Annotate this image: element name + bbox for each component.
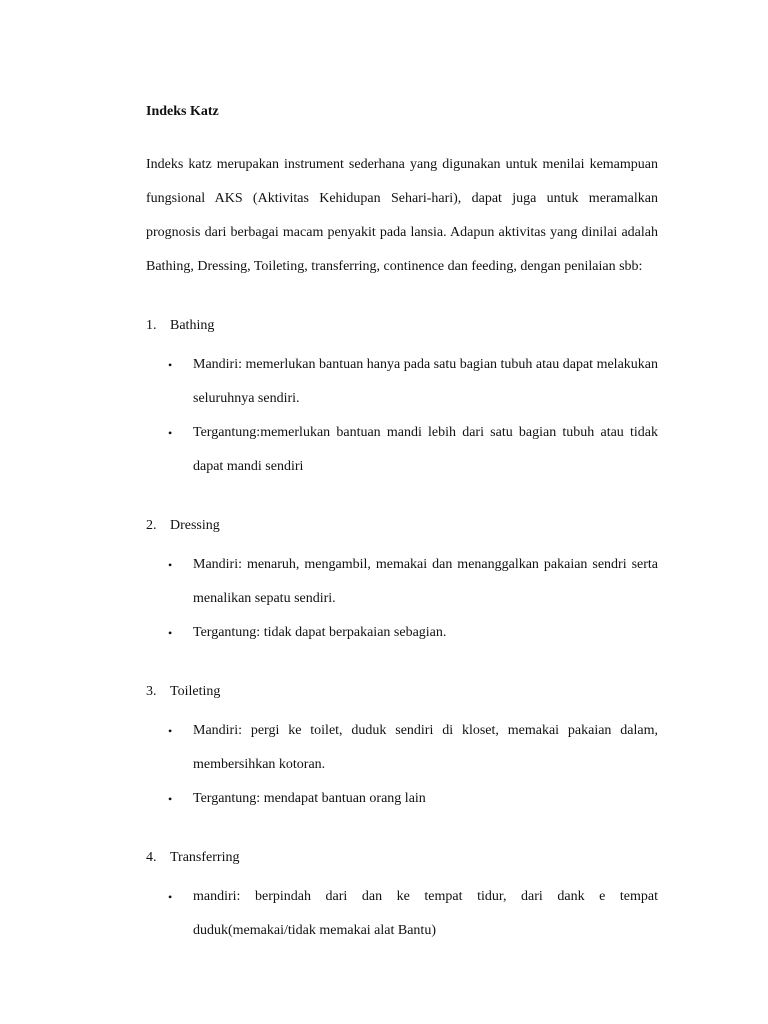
section-title: Bathing [170, 318, 215, 333]
item-text: Mandiri: memerlukan bantuan hanya pada satu bagian tubuh atau dapat melakukan seluruhnya sendiri. [193, 357, 658, 406]
bullet-icon: • [168, 626, 173, 640]
intro-paragraph: Indeks katz merupakan instrument sederhana yang digunakan untuk menilai kemampuan fungsional AKS (Aktivitas Kehidupan Sehari-hari), dapat juga untuk meramalkan prognosis dari berbagai macam penyakit pada lansia. Adapun aktivitas yang dinilai adalah Bathing, Dressing, Toileting, transferring, continence dan feeding, dengan penilaian sbb: [146, 157, 658, 274]
bullet-icon: • [168, 358, 173, 372]
item-text: Tergantung: mendapat bantuan orang lain [193, 791, 426, 806]
item-text: Mandiri: pergi ke toilet, duduk sendiri di kloset, memakai pakaian dalam, membersihkan kotoran. [193, 723, 658, 772]
bullet-icon: • [168, 426, 173, 440]
item-list [146, 714, 658, 816]
section-number: 2. [146, 518, 157, 533]
item-list [146, 548, 658, 650]
item-text: Tergantung:memerlukan bantuan mandi lebih dari satu bagian tubuh atau tidak dapat mandi sendiri [193, 425, 658, 474]
section-number: 3. [146, 684, 157, 699]
bullet-icon: • [168, 792, 173, 806]
list-item [146, 880, 658, 948]
section-heading [146, 846, 658, 870]
bullet-icon: • [168, 724, 173, 738]
section-heading [146, 314, 658, 338]
section-toileting [146, 680, 658, 816]
bullet-icon: • [168, 890, 173, 904]
section-number: 4. [146, 850, 157, 865]
bullet-icon: • [168, 558, 173, 572]
item-text: Mandiri: menaruh, mengambil, memakai dan menanggalkan pakaian sendri serta menalikan sepatu sendiri. [193, 557, 658, 606]
section-heading [146, 514, 658, 538]
document-page [146, 100, 658, 948]
item-text: Tergantung: tidak dapat berpakaian sebagian. [193, 625, 447, 640]
section-title: Transferring [170, 850, 240, 865]
section-heading [146, 680, 658, 704]
document-title: Indeks Katz [146, 104, 219, 119]
item-list [146, 348, 658, 484]
section-number: 1. [146, 318, 157, 333]
section-bathing [146, 314, 658, 484]
list-item [146, 548, 658, 616]
section-dressing [146, 514, 658, 650]
list-item [146, 416, 658, 484]
list-item [146, 714, 658, 782]
section-transferring [146, 846, 658, 948]
section-title: Toileting [170, 684, 221, 699]
section-title: Dressing [170, 518, 220, 533]
list-item [146, 348, 658, 416]
item-text: mandiri: berpindah dari dan ke tempat tidur, dari dank e tempat duduk(memakai/tidak memakai alat Bantu) [193, 889, 658, 938]
item-list [146, 880, 658, 948]
list-item [146, 782, 658, 816]
list-item [146, 616, 658, 650]
